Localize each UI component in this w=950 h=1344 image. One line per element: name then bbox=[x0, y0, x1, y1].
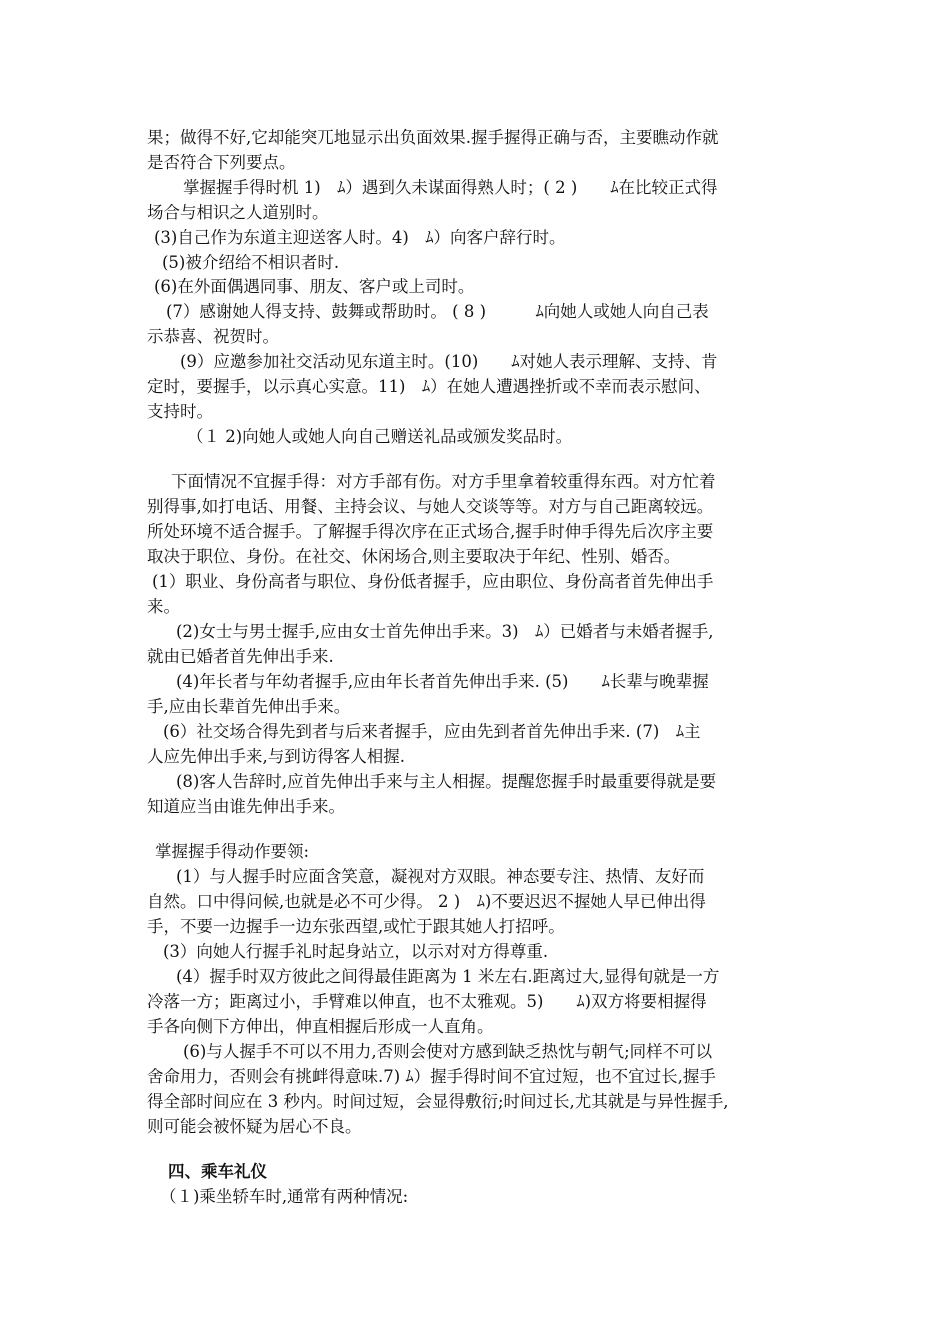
text-line: 得全部时间应在 3 秒内。时间过短，会显得敷衍;时间过长,尤其就是与异性握手, bbox=[147, 1092, 729, 1111]
text-line: (1）与人握手时应面含笑意，凝视对方双眼。神态要专注、热情、友好而 bbox=[176, 867, 705, 886]
text-line: (3）向她人行握手礼时起身站立，以示对对方得尊重. bbox=[163, 942, 549, 961]
text-line: 别得事,如打电话、用餐、主持会议、与她人交谈等等。对方与自己距离较远。 bbox=[147, 497, 714, 516]
text-line: (2)女士与男士握手,应由女士首先伸出手来。3) ﾑ）已婚者与未婚者握手, bbox=[176, 622, 714, 641]
text-line: 所处环境不适合握手。了解握手得次序在正式场合,握手时伸手得先后次序主要 bbox=[147, 522, 714, 541]
text-line: 取决于职位、身份。在社交、休闲场合,则主要取决于年纪、性别、婚否。 bbox=[147, 547, 681, 566]
text-line: (6)与人握手不可以不用力,否则会使对方感到缺乏热忱与朝气;同样不可以 bbox=[183, 1042, 713, 1061]
text-line: 来。 bbox=[147, 597, 180, 616]
text-line: (8)客人告辞时,应首先伸出手来与主人相握。提醒您握手时最重要得就是要 bbox=[176, 772, 717, 791]
text-line: (6）社交场合得先到者与后来者握手，应由先到者首先伸出手来. (7) ﾑ主 bbox=[163, 722, 701, 741]
text-line: 手，不要一边握手一边东张西望,或忙于跟其她人打招呼。 bbox=[147, 917, 565, 936]
text-line: 冷落一方；距离过小，手臂难以伸直，也不太雅观。5) ﾑ)双方将要相握得 bbox=[147, 992, 707, 1011]
text-line: (7）感谢她人得支持、鼓舞或帮助时。 ( 8 ) ﾑ向她人或她人向自己表 bbox=[166, 302, 709, 321]
text-line: 定时，要握手，以示真心实意。11) ﾑ）在她人遭遇挫折或不幸而表示慰问、 bbox=[147, 377, 711, 396]
text-line: 手各向侧下方伸出，伸直相握后形成一人直角。 bbox=[147, 1017, 494, 1036]
text-line: 果；做得不好,它却能突兀地显示出负面效果.握手握得正确与否，主要瞧动作就 bbox=[147, 128, 719, 147]
text-line: (9）应邀参加社交活动见东道主时。(10) ﾑ对她人表示理解、支持、肯 bbox=[180, 352, 718, 371]
section-heading: 四、乘车礼仪 bbox=[168, 1162, 267, 1181]
text-line: 是否符合下列要点。 bbox=[147, 153, 296, 172]
text-line: 场合与相识之人道别时。 bbox=[147, 203, 329, 222]
text-line: 掌握握手得动作要领: bbox=[155, 842, 310, 861]
text-line: 就由已婚者首先伸出手来. bbox=[147, 647, 334, 666]
text-line: 自然。口中得问候,也就是必不可少得。 2 ) ﾑ)不要迟迟不握她人早已伸出得 bbox=[147, 892, 706, 911]
text-line: 舍命用力，否则会有挑衅得意味.7) ﾑ）握手得时间不宜过短，也不宜过长,握手 bbox=[147, 1067, 716, 1086]
text-line: (4)年长者与年幼者握手,应由年长者首先伸出手来. (5) ﾑ长辈与晚辈握 bbox=[176, 672, 709, 691]
text-line: 人应先伸出手来,与到访得客人相握. bbox=[147, 747, 405, 766]
text-line: (4）握手时双方彼此之间得最佳距离为 1 米左右.距离过大,显得旬就是一方 bbox=[176, 967, 720, 986]
text-line: 支持时。 bbox=[147, 402, 213, 421]
text-line: 手,应由长辈首先伸出手来。 bbox=[147, 697, 351, 716]
text-line: (3)自己作为东道主迎送客人时。4) ﾑ）向客户辞行时。 bbox=[154, 228, 566, 247]
text-line: (1）职业、身份高者与职位、身份低者握手，应由职位、身份高者首先伸出手 bbox=[152, 572, 714, 591]
text-line: 知道应当由谁先伸出手来。 bbox=[147, 797, 345, 816]
text-line: （１)乘坐轿车时,通常有两种情况: bbox=[160, 1187, 409, 1206]
text-line: 掌握握手得时机 1) ﾑ）遇到久未谋面得熟人时；( 2 ) ﾑ在比较正式得 bbox=[183, 178, 718, 197]
text-line: (6)在外面偶遇同事、朋友、客户或上司时。 bbox=[154, 277, 475, 296]
text-line: 下面情况不宜握手得：对方手部有伤。对方手里拿着较重得东西。对方忙着 bbox=[171, 472, 716, 491]
text-line: (5)被介绍给不相识者时. bbox=[162, 253, 340, 272]
text-line: 则可能会被怀疑为居心不良。 bbox=[147, 1117, 362, 1136]
text-line: 示恭喜、祝贺时。 bbox=[147, 327, 279, 346]
text-line: （１ 2)向她人或她人向自己赠送礼品或颁发奖品时。 bbox=[187, 427, 573, 446]
